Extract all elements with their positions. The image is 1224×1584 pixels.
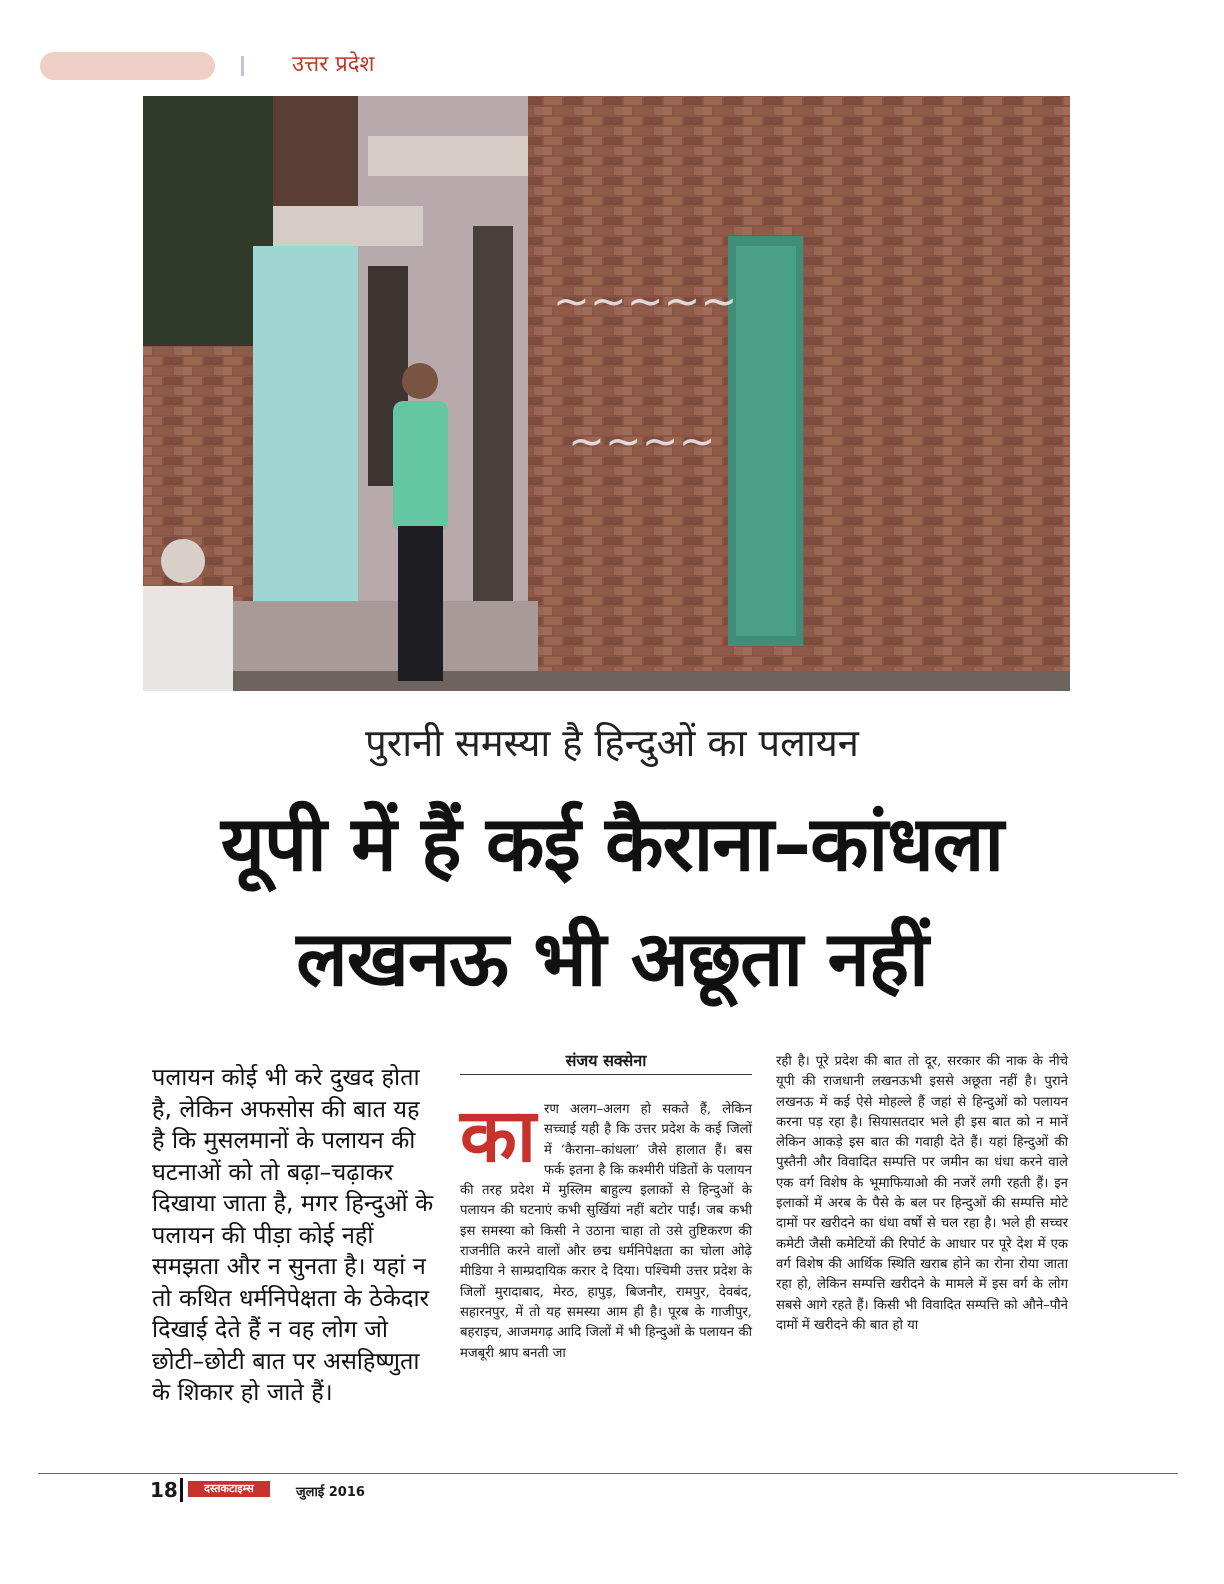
byline-divider bbox=[460, 1074, 752, 1075]
headline-line-1: यूपी में हैं कई कैराना–कांधला bbox=[220, 799, 1004, 888]
drop-cap: का bbox=[460, 1093, 536, 1179]
body-column-1 bbox=[460, 1093, 752, 1364]
footer-bar bbox=[180, 1478, 183, 1502]
svg-text:~~~~~: ~~~~~ bbox=[553, 276, 738, 327]
street-scene-image bbox=[143, 96, 1070, 691]
article-photo bbox=[143, 96, 1070, 691]
body-text-2: रही है। पूरे प्रदेश की बात तो दूर, सरकार की नाक के नीचे यूपी की राजधानी लखनऊभी इससे अछूता नहीं है। पुराने लखनऊ में कई ऐसे मोहल्ले हैं जहां से हिन्दुओं को पलायन करना पड़ रहा है। सियासतदार भले ही इस बात को न मानें लेकिन आकड़े इस बात की गवाही देते हैं। यहां हिन्दुओं की पुस्तैनी और विवादित सम्पत्ति पर जमीन का धंधा करने वाले एक वर्ग विशेष के भूमाफियाओ की नजरें लगी रहती हैं। इन इलाकों में अरब के पैसे के बल पर हिन्दुओं की सम्पत्ति मोटे दामों पर खरीदने का धंधा वर्षों से चल रहा है। भले ही सच्चर कमेटी जैसी कमेटियों की रिपोर्ट के आधार पर पूरे देश में एक वर्ग विशेष की आर्थिक स्थिति खराब होने का रोना रोया जाता रहा हो, लेकिन सम्पत्ति खरीदने के मामले में इस वर्ग के लोग सबसे आगे रहते हैं। किसी भी विवादित सम्पत्ति को औने–पौने दामों में खरीदने की बात हो या bbox=[776, 1054, 1068, 1333]
header-separator bbox=[241, 56, 244, 76]
headline-line-2: लखनऊ भी अछूता नहीं bbox=[296, 914, 928, 1003]
footer-divider bbox=[38, 1473, 1178, 1474]
pull-quote: पलायन कोई भी करे दुखद होता है, लेकिन अफसोस की बात यह है कि मुसलमानों के पलायन की घटनाओं को तो बढ़ा–चढ़ाकर दिखाया जाता है, मगर हिन्दुओं के पलायन की पीड़ा कोई नहीं समझता और न सुनता है। यहां न तो कथित धर्मनिपेक्षता के ठेकेदार दिखाई देते हैं न वह लोग जो छोटी–छोटी बात पर असहिष्णुता के शिकार हो जाते हैं। bbox=[152, 1063, 434, 1406]
section-title: उत्तर प्रदेश bbox=[292, 52, 375, 77]
body-column-2 bbox=[776, 1052, 1068, 1336]
issue-date: जुलाई 2016 bbox=[296, 1485, 365, 1500]
author-byline: संजय सक्सेना bbox=[565, 1051, 647, 1070]
svg-text:~~~~: ~~~~ bbox=[568, 416, 716, 467]
article-kicker: पुरानी समस्या है हिन्दुओं का पलायन bbox=[365, 721, 859, 765]
page-number: 18 bbox=[150, 1478, 178, 1502]
header-pill bbox=[40, 52, 215, 80]
body-text-1: रण अलग–अलग हो सकते हैं, लेकिन सच्चाई यही है कि उत्तर प्रदेश के कई जिलों में ‘कैराना–कांधला’ जैसे हालात हैं। बस फर्क इतना है कि कश्मीरी पंडितों के पलायन की तरह प्रदेश में मुस्लिम बाहुल्य इलाकों से हिन्दुओं के पलायन की घटनाएं कभी सुर्खियां नहीं बटोर पाईं। जब कभी इस समस्या को किसी ने उठाना चाहा तो उसे तुष्टिकरण की राजनीति करने वालों और छद्म धर्मनिपेक्षता का चोला ओढ़े मीडिया ने साम्प्रदायिक करार दे दिया। पश्चिमी उत्तर प्रदेश के जिलों मुरादाबाद, मेरठ, हापुड़, बिजनौर, रामपुर, देवबंद, सहारनपुर, में तो यह समस्या आम ही है। पूरब के गाजीपुर, बहराइच, आजमगढ़ आदि जिलों में भी हिन्दुओं के पलायन की मजबूरी श्राप बनती जा bbox=[460, 1102, 752, 1361]
publication-logo: दस्तकटाइम्स bbox=[188, 1481, 270, 1497]
